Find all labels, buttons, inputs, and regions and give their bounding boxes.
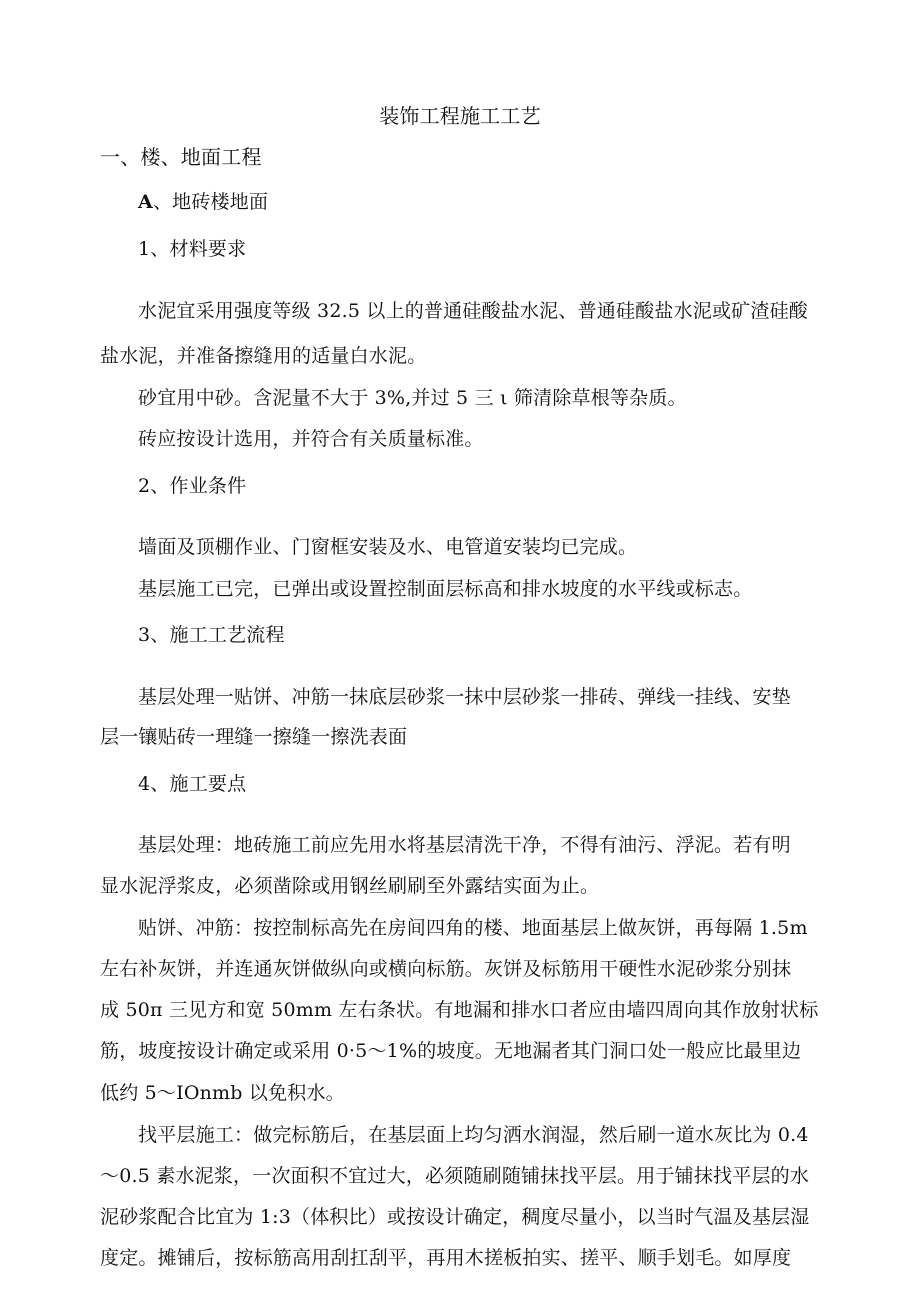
heading-key-points: 4、施工要点 [138, 773, 247, 795]
document-title: 装饰工程施工工艺 [379, 104, 541, 128]
subsection-text: 、地砖楼地面 [152, 191, 269, 213]
paragraph-flow-line1: 基层处理一贴饼、冲筋一抹底层砂浆一抹中层砂浆一排砖、弹线一挂线、安垫 [138, 686, 791, 708]
paragraph-base-line2: 显水泥浮浆皮，必须凿除或用钢丝刷刷至外露结实面为止。 [100, 875, 600, 897]
paragraph-cement-line2: 盐水泥，并准备擦缝用的适量白水泥。 [100, 345, 427, 367]
heading-process-flow: 3、施工工艺流程 [138, 624, 285, 646]
paragraph-flow-line2: 层一镶贴砖一理缝一擦缝一擦洗表面 [100, 726, 408, 748]
paragraph-conditions-2: 基层施工已完，已弹出或设置控制面层标高和排水坡度的水平线或标志。 [138, 578, 753, 600]
paragraph-base-line1: 基层处理：地砖施工前应先用水将基层清洗干净，不得有油污、浮泥。若有明 [138, 834, 791, 856]
paragraph-conditions-1: 墙面及顶棚作业、门窗框安装及水、电管道安装均已完成。 [138, 536, 638, 558]
subsection-heading-tile-floor [138, 189, 268, 215]
heading-work-conditions: 2、作业条件 [138, 475, 247, 497]
paragraph-screed-line2: 左右补灰饼，并连通灰饼做纵向或横向标筋。灰饼及标筋用干硬性水泥砂浆分别抹 [100, 958, 792, 980]
paragraph-leveling-line2: ～0.5 素水泥浆，一次面积不宜过大，必须随刷随铺抹找平层。用于铺抹找平层的水 [100, 1165, 810, 1187]
paragraph-cement-line1: 水泥宜采用强度等级 32.5 以上的普通硅酸盐水泥、普通硅酸盐水泥或矿渣硅酸 [138, 300, 808, 322]
paragraph-tiles: 砖应按设计选用，并符合有关质量标准。 [138, 428, 484, 450]
paragraph-sand: 砂宜用中砂。含泥量不大于 3%,并过 5 三 ι 筛清除草根等杂质。 [138, 387, 687, 409]
paragraph-leveling-line3: 泥砂浆配合比宜为 1:3（体积比）或按设计确定，稠度尽量小，以当时气温及基层湿 [100, 1206, 810, 1228]
heading-material-requirements: 1、材料要求 [138, 238, 247, 260]
paragraph-screed-line1: 贴饼、冲筋：按控制标高先在房间四角的楼、地面基层上做灰饼，再每隔 1.5m [138, 917, 808, 939]
paragraph-screed-line4: 筋，坡度按设计确定或采用 0·5～1%的坡度。无地漏者其门洞口处一般应比最里边 [100, 1040, 802, 1062]
paragraph-leveling-line1: 找平层施工：做完标筋后，在基层面上均匀洒水润湿，然后刷一道水灰比为 0.4 [138, 1124, 809, 1146]
section-heading-floor: 一、楼、地面工程 [100, 145, 262, 169]
paragraph-screed-line5: 低约 5～IOnmb 以免积水。 [100, 1082, 345, 1104]
subsection-letter: A [138, 191, 153, 213]
paragraph-screed-line3: 成 50π 三见方和宽 50mm 左右条状。有地漏和排水口者应由墙四周向其作放射状标 [100, 999, 819, 1021]
paragraph-leveling-line4: 度定。摊铺后，按标筋高用刮扛刮平，再用木搓板拍实、搓平、顺手划毛。如厚度 [100, 1247, 792, 1269]
